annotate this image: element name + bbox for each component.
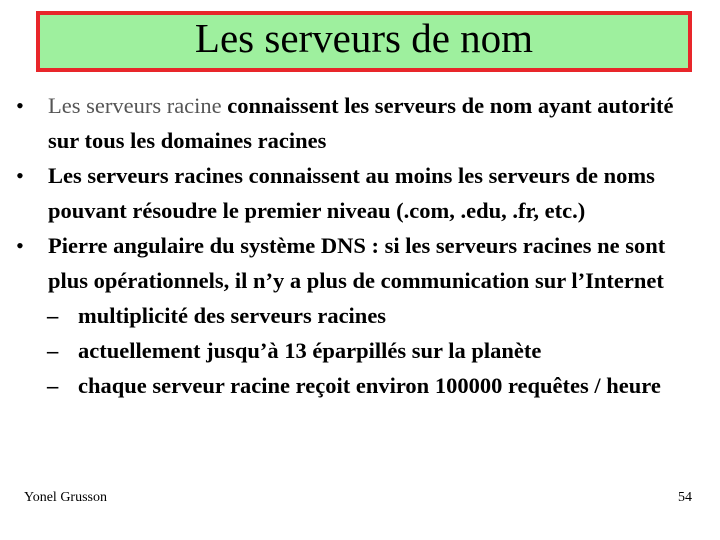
bullet-item-3	[0, 228, 693, 298]
bullet-marker: •	[16, 233, 24, 258]
highlighted-term: Les serveurs racine	[48, 93, 222, 118]
slide-title: Les serveurs de nom	[194, 15, 534, 61]
sub-bullet-text: chaque serveur racine reçoit environ 100000 requêtes / heure	[78, 373, 661, 398]
slide-content	[0, 88, 720, 403]
bullet-item-2	[0, 158, 693, 228]
bullet-marker: •	[16, 163, 24, 188]
sub-bullet-item-1	[0, 298, 698, 333]
sub-bullet-item-2	[0, 333, 698, 368]
sub-bullet-marker: –	[47, 373, 59, 398]
title-banner	[36, 11, 692, 72]
bullet-text: Les serveurs racines connaissent au moins les serveurs de noms pouvant résoudre le premier niveau (.com, .edu, .fr, etc.)	[48, 163, 655, 223]
bullet-text: connaissent les serveurs de nom ayant autorité sur tous les domaines racines	[48, 93, 674, 153]
page-number: 54	[678, 490, 692, 505]
bullet-text: Pierre angulaire du système DNS : si les serveurs racines ne sont plus opérationnels, il n’y a plus de communication sur l’Internet	[48, 233, 666, 293]
sub-bullet-text: actuellement jusqu’à 13 éparpillés sur la planète	[78, 338, 542, 363]
bullet-marker: •	[16, 93, 24, 118]
sub-bullet-text: multiplicité des serveurs racines	[78, 303, 387, 328]
sub-bullet-marker: –	[47, 303, 59, 328]
footer-author: Yonel Grusson	[24, 490, 107, 505]
sub-bullet-item-3	[0, 368, 698, 403]
sub-bullet-marker: –	[47, 338, 59, 363]
bullet-item-1	[0, 88, 693, 158]
